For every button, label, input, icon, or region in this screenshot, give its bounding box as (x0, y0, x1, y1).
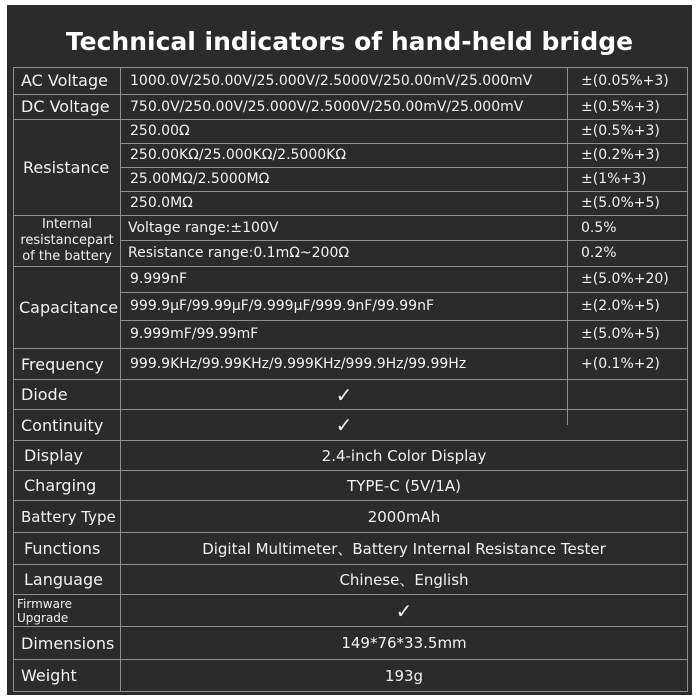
table-border (13, 691, 688, 692)
firmware-upgrade-label: Firmware Upgrade (17, 596, 72, 625)
display-label: Display (24, 446, 83, 465)
resistance-range: 250.0MΩ (130, 195, 193, 211)
continuity-label: Continuity (21, 415, 104, 435)
functions-label: Functions (24, 539, 101, 558)
spec-panel (7, 5, 692, 695)
charging-label: Charging (24, 476, 97, 495)
capacitance-accuracy: ±(5.0%+5) (581, 326, 660, 342)
resistance-accuracy: ±(1%+3) (581, 171, 647, 187)
continuity-check-icon: ✓ (335, 413, 353, 437)
weight-label: Weight (21, 666, 77, 685)
capacitance-accuracy: ±(5.0%+20) (581, 271, 669, 287)
charging-value: TYPE-C (5V/1A) (347, 476, 461, 495)
capacitance-accuracy: ±(2.0%+5) (581, 298, 660, 314)
internal-resistance-accuracy: 0.5% (581, 220, 617, 236)
frequency-accuracy: +(0.1%+2) (581, 356, 660, 372)
dimensions-label: Dimensions (21, 633, 115, 653)
ac-voltage-accuracy: ±(0.05%+3) (581, 72, 669, 89)
language-label: Language (24, 570, 103, 589)
firmware-check-icon: ✓ (395, 598, 413, 623)
internal-resistance-label: Internal resistancepart of the battery (20, 217, 114, 264)
ac-voltage-label: AC Voltage (21, 71, 108, 90)
resistance-label: Resistance (23, 157, 110, 177)
frequency-range: 999.9KHz/99.99KHz/9.999KHz/999.9Hz/99.99Hz (130, 356, 467, 372)
capacitance-range: 999.9μF/99.99μF/9.999μF/999.9nF/99.99nF (130, 298, 434, 314)
battery-type-value: 2000mAh (367, 507, 441, 526)
dc-voltage-range: 750.0V/250.00V/25.000V/2.5000V/250.00mV/25.000mV (130, 98, 524, 115)
frequency-label: Frequency (21, 354, 104, 374)
diode-check-icon: ✓ (335, 382, 353, 407)
spec-table (7, 5, 692, 695)
internal-resistance-accuracy: 0.2% (581, 245, 617, 261)
ac-voltage-range: 1000.0V/250.00V/25.000V/2.5000V/250.00mV/25.000mV (130, 72, 533, 89)
display-value: 2.4-inch Color Display (321, 446, 487, 465)
resistance-accuracy: ±(0.2%+3) (581, 147, 660, 163)
language-value: Chinese、English (339, 571, 469, 589)
battery-type-label: Battery Type (21, 507, 116, 526)
column-divider (567, 67, 568, 425)
resistance-range: 250.00Ω (130, 123, 190, 139)
resistance-accuracy: ±(0.5%+3) (581, 123, 660, 139)
resistance-range: 250.00KΩ/25.000KΩ/2.5000KΩ (130, 147, 347, 163)
capacitance-range: 9.999mF/99.99mF (130, 326, 259, 342)
dc-voltage-accuracy: ±(0.5%+3) (581, 98, 660, 115)
dc-voltage-label: DC Voltage (21, 97, 110, 116)
resistance-accuracy: ±(5.0%+5) (581, 195, 660, 211)
internal-resistance-range: Resistance range:0.1mΩ~200Ω (128, 245, 350, 261)
dimensions-value: 149*76*33.5mm (341, 634, 467, 652)
diode-label: Diode (21, 385, 68, 404)
resistance-range: 25.00MΩ/2.5000MΩ (130, 171, 270, 187)
functions-value: Digital Multimeter、Battery Internal Resistance Tester (202, 540, 606, 558)
page-title: Technical indicators of hand-held bridge (65, 27, 634, 56)
capacitance-label: Capacitance (19, 297, 119, 317)
internal-resistance-range: Voltage range:±100V (128, 220, 279, 236)
capacitance-range: 9.999nF (130, 271, 188, 287)
weight-value: 193g (384, 666, 424, 685)
